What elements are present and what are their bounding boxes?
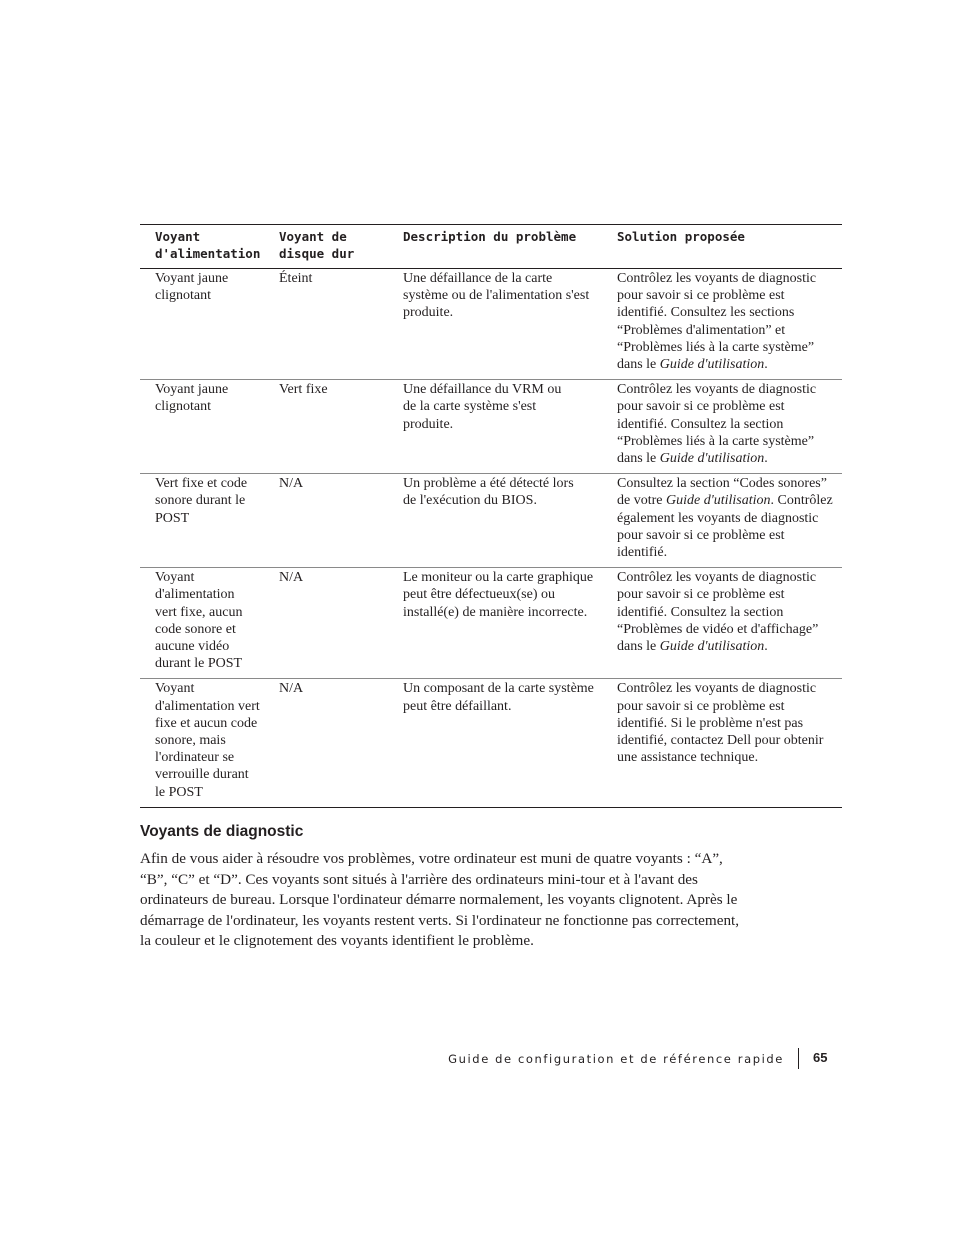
cell-description: Un problème a été détecté lors de l'exécution du BIOS. xyxy=(403,476,574,509)
table-row xyxy=(140,474,842,568)
cell-disk-led: Éteint xyxy=(279,271,313,286)
header-solution: Solution proposée xyxy=(617,229,745,244)
cell-disk-led: N/A xyxy=(279,476,304,492)
cell-description: Une défaillance de la carte système ou de l'alimentation s'est produite. xyxy=(403,271,590,321)
cell-power-led: Voyant jaune clignotant xyxy=(155,382,229,415)
cell-solution: Consultez la section “Codes sonores” de votre Guide d'utilisation. Contrôlez également les voyants de diagnostic pour savoir si ce problème est identifié. xyxy=(617,476,833,561)
section-body: Afin de vous aider à résoudre vos problèmes, votre ordinateur est muni de quatre voyants : “A”, “B”, “C” et “D”. Ces voyants sont situés à l'arrière des ordinateurs mini-tour et à l'avant des ordinateurs de bureau. Lorsque l'ordinateur démarre normalement, les voyants clignotent. Après le démarrage de l'ordinateur, les voyants restent verts. Si l'ordinateur ne fonctionne pas correctement, la couleur et le clignotement des voyants identifient le problème. xyxy=(140,850,740,950)
cell-power-led: Voyant d'alimentation vert fixe et aucun code sonore, mais l'ordinateur se verrouille durant le POST xyxy=(155,681,260,800)
table-row xyxy=(140,568,842,679)
table-row xyxy=(140,679,842,807)
cell-description: Un composant de la carte système peut être défaillant. xyxy=(403,681,594,714)
cell-description: Une défaillance du VRM ou de la carte système s'est produite. xyxy=(403,382,562,432)
diagnostic-table xyxy=(140,225,842,807)
cell-power-led: Vert fixe et code sonore durant le POST xyxy=(155,476,248,526)
cell-solution: Contrôlez les voyants de diagnostic pour savoir si ce problème est identifié. Consultez les sections “Problèmes d'alimentation” et “Problèmes liés à la carte système” dans le Guide d'utilisation. xyxy=(617,271,817,373)
header-disk-led: Voyant de disque dur xyxy=(279,229,355,261)
cell-disk-led: N/A xyxy=(279,681,304,697)
footer-divider xyxy=(798,1048,799,1069)
footer-title: Guide de configuration et de référence rapide xyxy=(448,1052,784,1066)
header-description: Description du problème xyxy=(403,229,577,244)
table-header-row xyxy=(140,225,842,269)
cell-disk-led: Vert fixe xyxy=(279,382,328,398)
page-number: 65 xyxy=(813,1050,828,1065)
section-heading: Voyants de diagnostic xyxy=(140,823,304,840)
led-table xyxy=(140,224,842,808)
cell-description: Le moniteur ou la carte graphique peut être défectueux(se) ou installé(e) de manière incorrecte. xyxy=(403,570,594,620)
cell-power-led: Voyant d'alimentation vert fixe, aucun code sonore et aucune vidéo durant le POST xyxy=(155,570,243,672)
header-power-led: Voyant d'alimentation xyxy=(155,229,261,261)
table-row xyxy=(140,380,842,474)
cell-solution: Contrôlez les voyants de diagnostic pour savoir si ce problème est identifié. Consultez la section “Problèmes liés à la carte système” dans le Guide d'utilisation. xyxy=(617,382,817,467)
cell-solution: Contrôlez les voyants de diagnostic pour savoir si ce problème est identifié. Consultez la section “Problèmes de vidéo et d'affichage” dans le Guide d'utilisation. xyxy=(617,570,819,655)
cell-solution: Contrôlez les voyants de diagnostic pour savoir si ce problème est identifié. Si le problème n'est pas identifié, contactez Dell pour obtenir une assistance technique. xyxy=(617,681,824,766)
cell-disk-led: N/A xyxy=(279,570,304,586)
cell-power-led: Voyant jaune clignotant xyxy=(155,271,229,304)
table-row xyxy=(140,269,842,380)
